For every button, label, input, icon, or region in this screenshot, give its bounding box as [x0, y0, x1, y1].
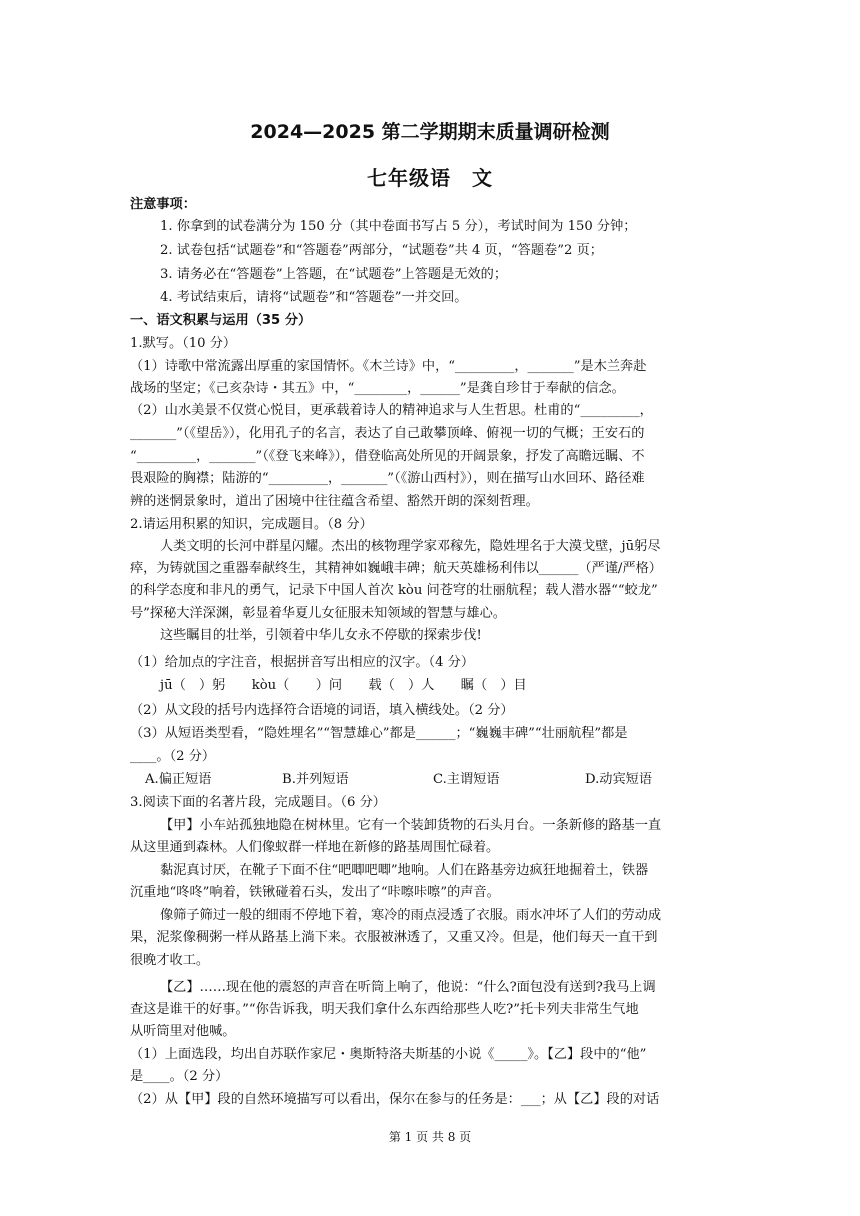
section-heading: 一、语文积累与运用（35 分）	[130, 313, 312, 328]
passage-line: 从听筒里对他喊。	[130, 1024, 236, 1039]
question-line: 辨的迷惘景象时，道出了困境中往往蕴含希望、豁然开朗的深刻哲理。	[130, 494, 539, 509]
page-number: 第 1 页 共 8 页	[388, 1130, 472, 1144]
option-c: C.主谓短语	[433, 772, 500, 787]
question-heading: 3.阅读下面的名著片段，完成题目。（6 分）	[130, 795, 386, 810]
question-heading: 1.默写。（10 分）	[130, 336, 237, 351]
passage-line: 像筛子筛过一般的细雨不停地下着，寒冷的雨点浸透了衣服。雨水冲坏了人们的劳动成	[160, 908, 662, 923]
notice-item: 2. 试卷包括“试题卷”和“答题卷”两部分，“试题卷”共 4 页，“答题卷”2 页；	[160, 243, 603, 258]
question-line: “_________，_______”（《登飞来峰》），借登临高处所见的开阔景象，抒发了高瞻远瞩、不	[130, 449, 645, 464]
passage-line: 这些瞩目的壮举，引领着中华儿女永不停歇的探索步伐!	[160, 628, 482, 643]
notice-item: 3. 请务必在“答题卷”上答题，在“试题卷”上答题是无效的；	[160, 267, 508, 282]
notice-heading: 注意事项：	[130, 197, 196, 212]
passage-line: 沉重地“咚咚”响着，铁锹碰着石头，发出了“咔嚓咔嚓”的声音。	[130, 885, 500, 900]
question-line: （1）诗歌中常流露出厚重的家国情怀。《木兰诗》中，“_________，_______”是木兰奔赴	[130, 359, 647, 374]
passage-line: 的科学态度和非凡的勇气，记录下中国人首次 kòu 问苍穹的壮丽航程；载人潜水器““蛟龙”	[130, 583, 658, 598]
notice-item: 1. 你拿到的试卷满分为 150 分（其中卷面书写占 5 分），考试时间为 150 分钟；	[160, 219, 637, 234]
sub-question: （1）给加点的字注音，根据拼音写出相应的汉字。（4 分）	[130, 655, 475, 670]
option-d: D.动宾短语	[585, 772, 653, 787]
sub-question: （1）上面选段，均出自苏联作家尼・奥斯特洛夫斯基的小说《_____》。【乙】段中的“他”	[130, 1047, 647, 1062]
passage-line: 瘁，为铸就国之重器奉献终生，其精神如巍峨丰碑；航天英雄杨利伟以______（严谨/严格）	[130, 561, 662, 576]
question-heading: 2.请运用积累的知识，完成题目。（8 分）	[130, 517, 373, 532]
sub-question: （2）从【甲】段的自然环境描写可以看出，保尔在参与的任务是：___；从【乙】段的对话	[130, 1092, 660, 1107]
passage-line: 查这是谁干的好事。”“你告诉我，明天我们拿什么东西给那些人吃?”托卡列夫非常生气地	[130, 1002, 639, 1017]
passage-line: 【乙】……现在他的震怒的声音在听筒上响了，他说：“什么?面包没有送到?我马上调	[160, 980, 656, 995]
sub-question: 是____。（2 分）	[130, 1069, 229, 1084]
question-line: 战场的坚定；《己亥杂诗・其五》中，“________，______”是龚自珍甘于奉献的信念。	[130, 381, 625, 396]
subject-title: 七年级语 文	[367, 166, 493, 190]
option-a: A.偏正短语	[145, 772, 212, 787]
sub-question: （2）从文段的括号内选择符合语境的词语，填入横线处。（2 分）	[130, 703, 514, 718]
question-line: （2）山水美景不仅赏心悦目，更承载着诗人的精神追求与人生哲思。杜甫的“_________，	[130, 403, 653, 418]
passage-line: 号”探秘大洋深渊，彰显着华夏儿女征服未知领域的智慧与雄心。	[130, 606, 506, 621]
passage-line: 果，泥浆像稠粥一样从路基上淌下来。衣服被淋透了，又重又冷。但是，他们每天一直干到	[130, 930, 658, 945]
question-line: _______”（《望岳》），化用孔子的名言，表达了自己敢攀顶峰、俯视一切的气概；王安石的	[130, 426, 645, 441]
pinyin-blanks: jū（ ）躬 kòu（ ）问 载（ ）人 瞩（ ）目	[160, 678, 527, 693]
sub-question: ____。（2 分）	[130, 749, 216, 764]
passage-line: 很晚才收工。	[130, 953, 210, 968]
passage-line: 【甲】小车站孤独地隐在树林里。它有一个装卸货物的石头月台。一条新修的路基一直	[160, 818, 662, 833]
exam-title: 2024—2025 第二学期期末质量调研检测	[250, 121, 610, 143]
passage-line: 从这里通到森林。人们像蚁群一样地在新修的路基周围忙碌着。	[130, 840, 500, 855]
question-line: 畏艰险的胸襟；陆游的“_________，_______”（《游山西村》），则在描写山水回环、路径难	[130, 471, 645, 486]
passage-line: 黏泥真讨厌，在靴子下面不住“吧唧吧唧”地响。人们在路基旁边疯狂地掘着土，铁器	[160, 863, 649, 878]
notice-item: 4. 考试结束后，请将“试题卷”和“答题卷”一并交回。	[160, 290, 468, 305]
sub-question: （3）从短语类型看，“隐姓埋名”“智慧雄心”都是______；“巍巍丰碑”“壮丽航程”都是	[130, 726, 628, 741]
option-b: B.并列短语	[282, 772, 349, 787]
passage-line: 人类文明的长河中群星闪耀。杰出的核物理学家邓稼先，隐姓埋名于大漠戈壁，jū躬尽	[160, 539, 661, 554]
